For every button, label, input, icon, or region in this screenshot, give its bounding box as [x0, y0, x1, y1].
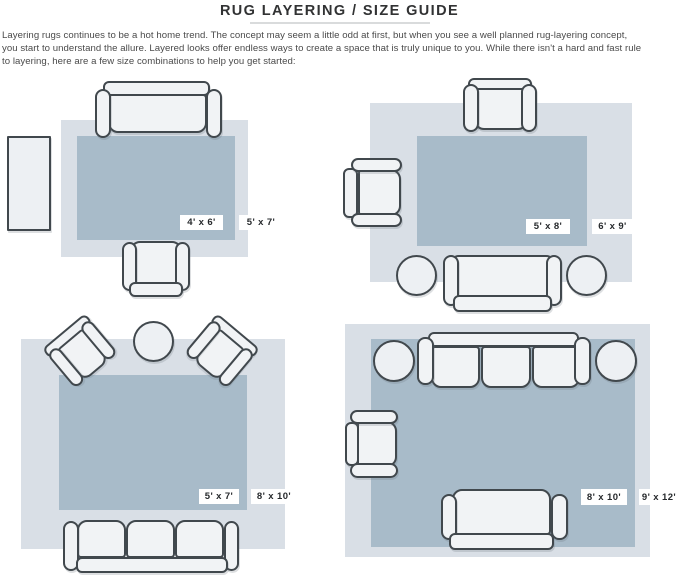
armchair-arm-left [463, 84, 479, 132]
sofa-arm-right [574, 337, 591, 385]
ottoman-circle [595, 340, 637, 382]
inner-rug-size-label: 8' x 10' [581, 489, 627, 505]
outer-rug-size-label: 6' x 9' [592, 219, 633, 234]
inner-rug-size-label: 5' x 7' [199, 489, 239, 504]
armchair-arm-bottom [350, 463, 398, 478]
page-title: RUG LAYERING / SIZE GUIDE [219, 3, 460, 19]
armchair-seat [357, 421, 397, 467]
sofa-cushion [126, 520, 175, 558]
armchair-seat [358, 169, 401, 216]
armchair-arm-top [350, 410, 398, 424]
sofa-cushion [175, 520, 224, 558]
loveseat-back [449, 533, 554, 550]
sofa-seat [108, 94, 207, 133]
inner-rug-size-label: 4' x 6' [180, 215, 223, 230]
sofa-cushion [532, 346, 580, 388]
sofa-arm-left [95, 89, 111, 138]
sofa-arm-left [417, 337, 434, 385]
loveseat-arm-right [551, 494, 568, 540]
inner-rug-size-label: 5' x 8' [526, 219, 570, 234]
ottoman-circle [566, 255, 607, 296]
armchair-arm-top [351, 158, 402, 172]
outer-rug-size-label: 5' x 7' [239, 215, 283, 230]
title-divider [250, 22, 430, 24]
sofa-cushion [77, 520, 126, 558]
sofa-back [428, 332, 579, 347]
intro-line: Layering rugs continues to be a hot home trend. The concept may seem a little odd at first, but when you see a well planned rug-layering concept, [2, 30, 628, 41]
sofa-cushion [481, 346, 531, 388]
outer-rug-size-label: 8' x 10' [251, 489, 297, 504]
armchair-seat [474, 88, 528, 130]
sofa-back [76, 557, 228, 573]
sofa-seat [449, 255, 556, 298]
loveseat-seat [452, 489, 551, 535]
console-table [7, 136, 51, 231]
armchair-back [129, 282, 183, 297]
sofa-back [453, 295, 552, 312]
intro-line: to layering, here are a few size combinations to help you get started: [2, 56, 296, 67]
armchair-back [343, 168, 358, 218]
outer-rug-size-label: 9' x 12' [639, 489, 679, 505]
ottoman-circle [396, 255, 437, 296]
intro-line: you start to understand the allure. Layered looks offer endless ways to create a space that is truly unique to you. While there isn't a hard and fast rule [2, 43, 642, 54]
armchair-arm-bottom [351, 213, 402, 227]
sofa-cushion [431, 346, 480, 388]
ottoman-circle [373, 340, 415, 382]
armchair-arm-right [521, 84, 537, 132]
sofa-arm-right [206, 89, 222, 138]
round-table-circle [133, 321, 174, 362]
